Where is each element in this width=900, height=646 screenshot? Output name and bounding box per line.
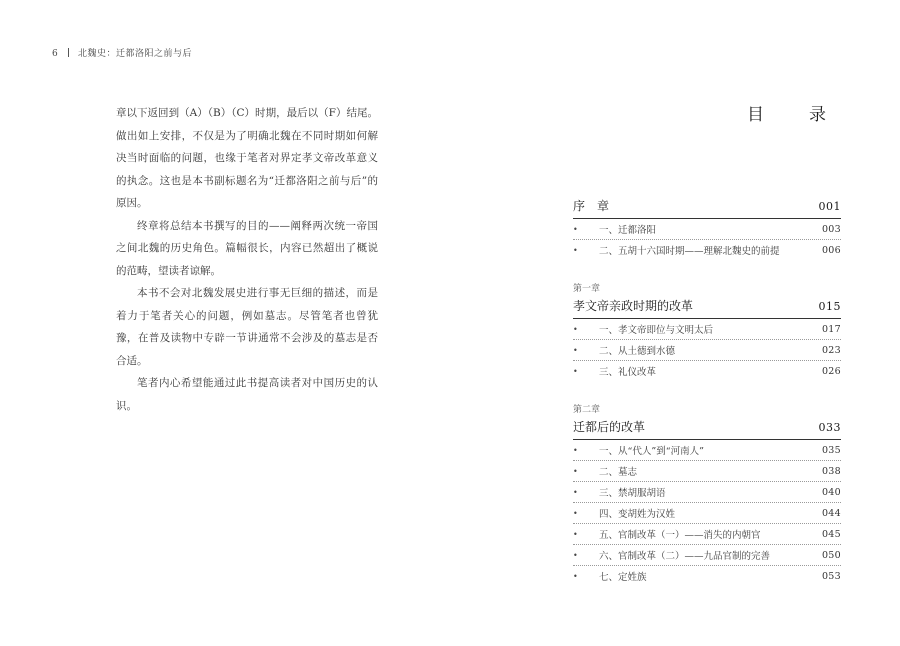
toc-entry[interactable] bbox=[573, 566, 841, 586]
bullet-icon: • bbox=[573, 245, 578, 255]
toc-entry[interactable] bbox=[573, 340, 841, 361]
toc-entry[interactable] bbox=[573, 524, 841, 545]
paragraph: 本书不会对北魏发展史进行事无巨细的描述，而是着力于笔者关心的问题，例如墓志。尽管笔者也曾犹豫，在普及读物中专辟一节讲通常不会涉及的墓志是否合适。 bbox=[116, 287, 378, 367]
section-list bbox=[573, 219, 841, 260]
toc-entry[interactable] bbox=[573, 319, 841, 340]
right-page bbox=[450, 0, 900, 646]
entry-title: 七、定姓族 bbox=[599, 572, 647, 583]
paragraph: 终章将总结本书撰写的目的——阐释两次统一帝国之间北魏的历史角色。篇幅很长，内容已然超出了概说的范畴，望读者谅解。 bbox=[116, 219, 378, 277]
chapter-page-number: 033 bbox=[818, 421, 841, 434]
entry-page-number: 053 bbox=[821, 570, 841, 582]
bullet-icon: • bbox=[573, 508, 578, 518]
toc-entry[interactable] bbox=[573, 461, 841, 482]
bullet-icon: • bbox=[573, 550, 578, 560]
section-list bbox=[573, 319, 841, 381]
section-list bbox=[573, 440, 841, 586]
toc-entry[interactable] bbox=[573, 482, 841, 503]
chapter-title: 序 章 bbox=[573, 199, 610, 213]
entry-page-number: 045 bbox=[821, 528, 841, 540]
entry-title: 五、官制改革（一）——消失的内朝官 bbox=[599, 530, 761, 541]
toc-title: 目 录 bbox=[747, 105, 840, 125]
bullet-icon: • bbox=[573, 345, 578, 355]
bullet-icon: • bbox=[573, 324, 578, 334]
chapter-heading[interactable] bbox=[573, 417, 841, 437]
bullet-icon: • bbox=[573, 466, 578, 476]
toc-entry[interactable] bbox=[573, 545, 841, 566]
toc-entry[interactable] bbox=[573, 503, 841, 524]
toc-entry[interactable] bbox=[573, 219, 841, 240]
table-of-contents bbox=[573, 196, 841, 586]
toc-entry[interactable] bbox=[573, 240, 841, 260]
header-page-number: 6 bbox=[52, 49, 59, 59]
chapter-heading[interactable] bbox=[573, 296, 841, 316]
paragraph: 笔者内心希望能通过此书提高读者对中国历史的认识。 bbox=[116, 377, 378, 412]
header-book-title: 北魏史：迁都洛阳之前与后 bbox=[77, 49, 192, 59]
chapter-page-number: 001 bbox=[818, 200, 841, 213]
bullet-icon: • bbox=[573, 487, 578, 497]
entry-title: 二、五胡十六国时期——理解北魏史的前提 bbox=[599, 246, 780, 257]
chapter-heading[interactable] bbox=[573, 196, 841, 216]
bullet-icon: • bbox=[573, 224, 578, 234]
chapter-title: 孝文帝亲政时期的改革 bbox=[573, 299, 694, 313]
entry-page-number: 023 bbox=[821, 344, 841, 356]
entry-title: 三、礼仪改革 bbox=[599, 367, 657, 378]
entry-page-number: 044 bbox=[821, 507, 841, 519]
toc-chapter-1 bbox=[573, 282, 841, 381]
entry-page-number: 017 bbox=[821, 323, 841, 335]
header-separator bbox=[68, 48, 69, 57]
toc-entry[interactable] bbox=[573, 440, 841, 461]
running-header bbox=[52, 46, 192, 59]
chapter-label: 第二章 bbox=[573, 405, 601, 415]
chapter-label: 第一章 bbox=[573, 284, 601, 294]
body-text bbox=[116, 102, 378, 417]
entry-title: 一、迁都洛阳 bbox=[599, 225, 657, 236]
entry-title: 二、从土德到水德 bbox=[599, 346, 676, 357]
bullet-icon: • bbox=[573, 366, 578, 376]
entry-page-number: 035 bbox=[821, 444, 841, 456]
entry-page-number: 050 bbox=[821, 549, 841, 561]
entry-title: 一、从“代人”到“河南人” bbox=[599, 446, 704, 457]
entry-title: 四、变胡姓为汉姓 bbox=[599, 509, 676, 520]
entry-page-number: 003 bbox=[821, 223, 841, 235]
paragraph: 章以下返回到（A）（B）（C）时期，最后以（F）结尾。做出如上安排，不仅是为了明确北魏在不同时期如何解决当时面临的问题，也缘于笔者对界定孝文帝改革意义的执念。这也是本书副标题名为“迁都洛阳之前与后”的原因。 bbox=[116, 107, 378, 209]
entry-page-number: 040 bbox=[821, 486, 841, 498]
toc-chapter-2 bbox=[573, 403, 841, 586]
bullet-icon: • bbox=[573, 571, 578, 581]
chapter-title: 迁都后的改革 bbox=[573, 420, 646, 434]
entry-title: 二、墓志 bbox=[599, 467, 638, 478]
toc-chapter-prologue bbox=[573, 196, 841, 260]
entry-title: 三、禁胡服胡语 bbox=[599, 488, 666, 499]
toc-entry[interactable] bbox=[573, 361, 841, 381]
entry-page-number: 038 bbox=[821, 465, 841, 477]
entry-title: 六、官制改革（二）——九品官制的完善 bbox=[599, 551, 771, 562]
bullet-icon: • bbox=[573, 445, 578, 455]
chapter-page-number: 015 bbox=[818, 300, 841, 313]
entry-title: 一、孝文帝即位与文明太后 bbox=[599, 325, 714, 336]
entry-page-number: 026 bbox=[821, 365, 841, 377]
bullet-icon: • bbox=[573, 529, 578, 539]
entry-page-number: 006 bbox=[821, 244, 841, 256]
